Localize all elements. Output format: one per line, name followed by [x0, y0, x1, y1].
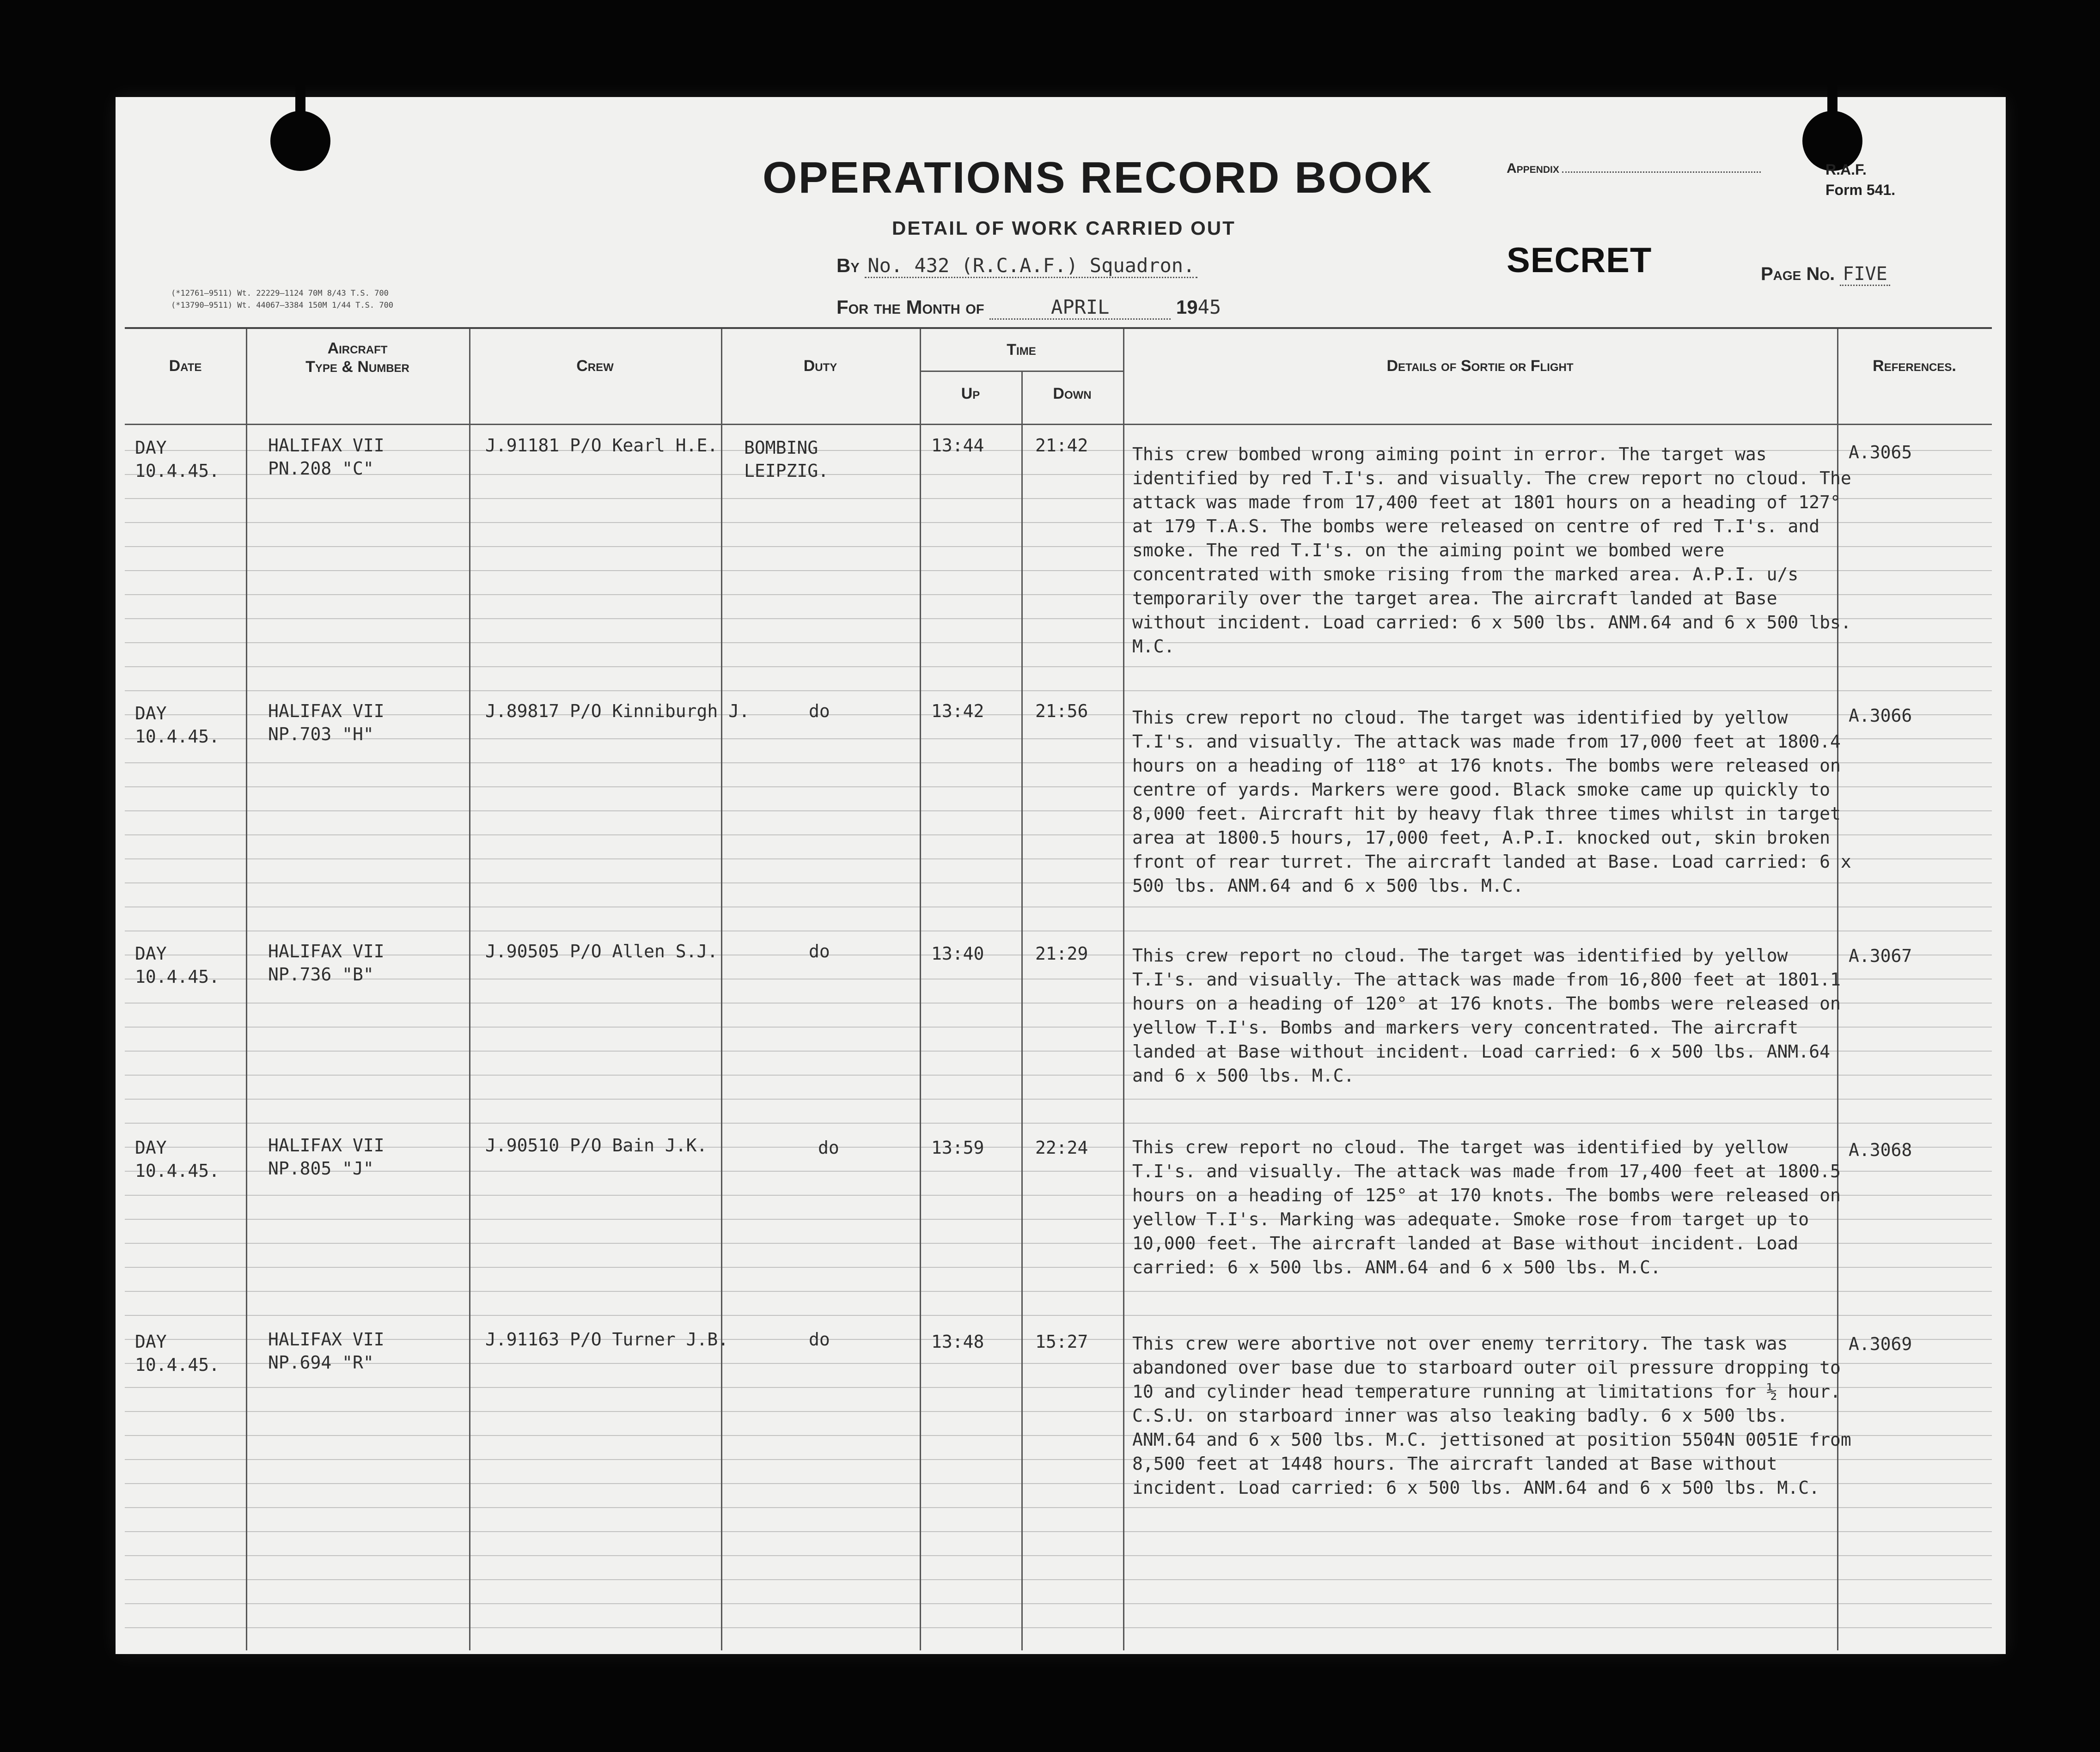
ruled-line	[125, 1627, 1992, 1628]
ruled-line	[125, 1579, 1992, 1580]
sortie-details: This crew report no cloud. The target was identified by yellow T.I's. and visually. The attack was made from 17,000 feet at 1800.4 hours on a heading of 118° at 176 knots. The bombs were released on centre of yards. Markers were good. Black smoke came up quickly to 8,000 feet. Aircraft hit by heavy flak three times whilst in target area at 1800.5 hours, 17,000 feet, A.P.I. knocked out, skin broken front of rear turret. The aircraft landed at Base. Load carried: 6 x 500 lbs. ANM.64 and 6 x 500 lbs. M.C.	[1132, 707, 1851, 896]
crew-name: J.89817 P/O Kinniburgh J.	[485, 701, 750, 721]
page-number-field	[1761, 263, 1890, 286]
sortie-details: This crew bombed wrong aiming point in error. The target was identified by red T.I's. and visually. The crew report no cloud. The attack was made from 17,400 feet at 1801 hours on a heading of 127° at 179 T.A.S. The bombs were released on centre of red T.I's. and smoke. The red T.I's. on the aiming point we bombed were concentrated with smoke rising from the marked area. A.P.I. u/s temporarily over the target area. The aircraft landed at Base without incident. Load carried: 6 x 500 lbs. ANM.64 and 6 x 500 lbs. M.C.	[1132, 444, 1851, 657]
ruled-line	[125, 1123, 1992, 1124]
aircraft-number: NP.703 "H"	[268, 724, 374, 744]
aircraft-type: HALIFAX VII	[268, 941, 385, 961]
entry-date: 10.4.45.	[135, 967, 220, 987]
column-header-crew: Crew	[576, 357, 614, 375]
ruled-line	[125, 906, 1992, 907]
entry-day: DAY	[135, 1332, 167, 1352]
ruled-line	[125, 1555, 1992, 1556]
column-header-time: Time	[1007, 341, 1036, 359]
reference: A.3065	[1849, 442, 1912, 462]
entry-day: DAY	[135, 438, 167, 458]
duty: BOMBING	[744, 438, 818, 458]
crew-name: J.91163 P/O Turner J.B.	[485, 1329, 729, 1350]
print-code-line-1: (*12761—9511) Wt. 22229—1124 70M 8/43 T.S. 700	[171, 289, 389, 298]
duty: do	[818, 1138, 839, 1158]
print-code	[171, 287, 393, 311]
column-header-date: Date	[169, 357, 202, 375]
sortie-details: This crew report no cloud. The target was identified by yellow T.I's. and visually. The attack was made from 16,800 feet at 1801.1 hours on a heading of 120° at 176 knots. The bombs were released on yellow T.I's. Bombs and markers very concentrated. The aircraft landed at Base without incident. Load carried: 6 x 500 lbs. ANM.64 and 6 x 500 lbs. M.C.	[1132, 945, 1841, 1086]
record-sheet	[116, 97, 2006, 1654]
time-up: 13:42	[931, 701, 984, 721]
column-header-references: References.	[1873, 357, 1956, 375]
time-down: 15:27	[1035, 1332, 1088, 1352]
year-suffix: 45	[1197, 296, 1221, 318]
entry-date: 10.4.45.	[135, 1161, 220, 1181]
aircraft-number: NP.694 "R"	[268, 1352, 374, 1373]
page-label: Page No.	[1761, 264, 1835, 284]
ruled-line	[125, 1099, 1992, 1100]
reference: A.3069	[1849, 1334, 1912, 1354]
appendix-field	[1507, 161, 1761, 176]
crew-name: J.91181 P/O Kearl H.E.	[485, 435, 718, 456]
duty: do	[809, 1329, 830, 1350]
entry-day: DAY	[135, 1138, 167, 1158]
page-subtitle: DETAIL OF WORK CARRIED OUT	[892, 217, 1236, 239]
column-header-aircraft: Aircraft Type & Number	[305, 340, 409, 376]
crew-name: J.90505 P/O Allen S.J.	[485, 941, 718, 961]
entry-day: DAY	[135, 943, 167, 964]
column-header-up: Up	[961, 385, 980, 402]
punch-hole-left	[270, 111, 330, 171]
aircraft-type: HALIFAX VII	[268, 701, 385, 721]
form-line-2: Form 541.	[1825, 182, 1896, 198]
aircraft-number: NP.736 "B"	[268, 964, 374, 985]
column-header-details: Details of Sortie or Flight	[1386, 357, 1574, 375]
duty: do	[809, 701, 830, 721]
ruled-line	[125, 1507, 1992, 1508]
print-code-line-2: (*13790—9511) Wt. 44067—3384 150M 1/44 T.S. 700	[171, 301, 394, 310]
time-down: 21:56	[1035, 701, 1088, 721]
aircraft-type: HALIFAX VII	[268, 1329, 385, 1350]
time-up: 13:40	[931, 943, 984, 964]
time-up: 13:48	[931, 1332, 984, 1352]
reference: A.3067	[1849, 946, 1912, 966]
month-value: APRIL	[989, 296, 1171, 320]
time-down: 21:42	[1035, 435, 1088, 456]
aircraft-number: PN.208 "C"	[268, 458, 374, 479]
ruled-line	[125, 1291, 1992, 1292]
year-prefix: 19	[1176, 296, 1198, 318]
duty: do	[809, 941, 830, 961]
column-header-duty: Duty	[803, 357, 837, 375]
aircraft-number: NP.805 "J"	[268, 1158, 374, 1179]
aircraft-type: HALIFAX VII	[268, 1135, 385, 1156]
ruled-line	[125, 1315, 1992, 1316]
page-value: FIVE	[1840, 263, 1890, 286]
month-label: For the Month of	[836, 296, 984, 318]
appendix-label: Appendix	[1507, 161, 1559, 176]
entry-date: 10.4.45.	[135, 461, 220, 481]
duty-target: LEIPZIG.	[744, 461, 829, 481]
aircraft-type: HALIFAX VII	[268, 435, 385, 456]
entry-date: 10.4.45.	[135, 726, 220, 747]
squadron-line	[836, 254, 1197, 278]
column-header-down: Down	[1053, 385, 1092, 402]
reference: A.3066	[1849, 706, 1912, 726]
entry-day: DAY	[135, 703, 167, 724]
sortie-details: This crew were abortive not over enemy territory. The task was abandoned over base due to starboard outer oil pressure dropping to 10 and cylinder head temperature running at limitations for ½ hour. C.S.U. on starboard inner was also leaking badly. 6 x 500 lbs. ANM.64 and 6 x 500 lbs. M.C. jettisoned at position 5504N 0051E from 8,500 feet at 1448 hours. The aircraft landed at Base without incident. Load carried: 6 x 500 lbs. ANM.64 and 6 x 500 lbs. M.C.	[1132, 1333, 1851, 1498]
ruled-line	[125, 1531, 1992, 1532]
sortie-details: This crew report no cloud. The target was identified by yellow T.I's. and visually. The attack was made from 17,400 feet at 1800.5 hours on a heading of 125° at 170 knots. The bombs were released on yellow T.I's. Marking was adequate. Smoke rose from target up to 10,000 feet. The aircraft landed at Base without incident. Load carried: 6 x 500 lbs. ANM.64 and 6 x 500 lbs. M.C.	[1132, 1137, 1841, 1278]
squadron-value: No. 432 (R.C.A.F.) Squadron.	[865, 254, 1197, 278]
time-up: 13:44	[931, 435, 984, 456]
crew-name: J.90510 P/O Bain J.K.	[485, 1135, 708, 1156]
form-line-1: R.A.F.	[1825, 161, 1867, 178]
ruled-line	[125, 690, 1992, 691]
entry-date: 10.4.45.	[135, 1355, 220, 1375]
page-title: OPERATIONS RECORD BOOK	[763, 153, 1433, 202]
form-number	[1825, 159, 1895, 200]
by-label: By	[836, 255, 860, 276]
classification-stamp: SECRET	[1507, 241, 1652, 280]
time-down: 22:24	[1035, 1138, 1088, 1158]
reference: A.3068	[1849, 1140, 1912, 1160]
time-down: 21:29	[1035, 943, 1088, 964]
record-table	[125, 327, 1992, 1650]
ruled-line	[125, 1603, 1992, 1604]
time-up: 13:59	[931, 1138, 984, 1158]
ruled-line	[125, 666, 1992, 667]
month-line	[836, 296, 1221, 320]
